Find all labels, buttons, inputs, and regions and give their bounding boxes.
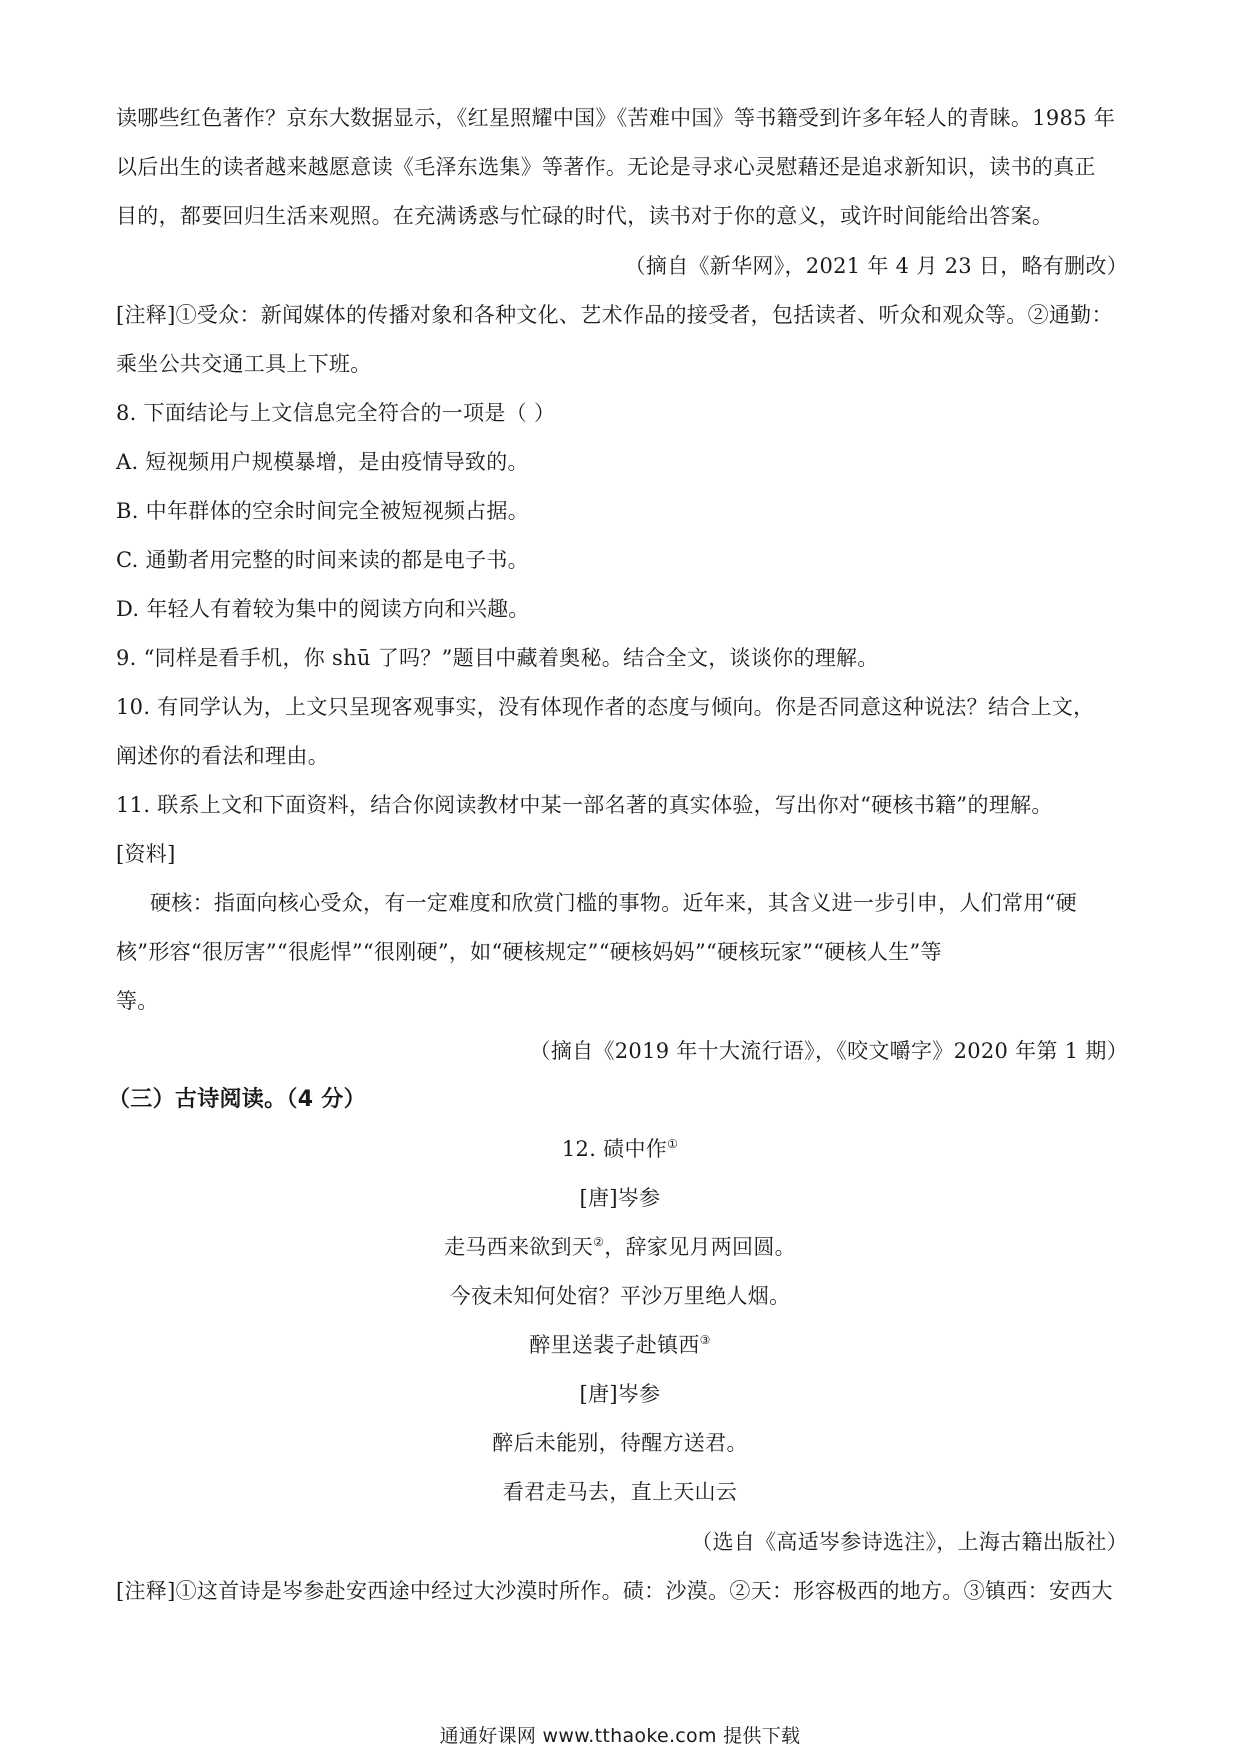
- question-8-option-b: B. 中年群体的空余时间完全被短视频占据。: [116, 499, 530, 523]
- question-8-option-a: A. 短视频用户规模暴增，是由疫情导致的。: [116, 450, 529, 474]
- material-text: 核”形容“很厉害”“很彪悍”“很刚硬”，如“硬核规定”“硬核妈妈”“硬核玩家”“硬核人生”等: [116, 940, 942, 964]
- poem-title: 12. 碛中作①: [561, 1137, 679, 1161]
- question-8: 8. 下面结论与上文信息完全符合的一项是（ ）: [116, 401, 556, 425]
- material-text: 硬核：指面向核心受众，有一定难度和欣赏门槛的事物。近年来，其含义进一步引申，人们常用“硬: [150, 891, 1077, 915]
- passage-note: [注释]①受众：新闻媒体的传播对象和各种文化、艺术作品的接受者，包括读者、听众和观众等。②通勤：: [116, 303, 1113, 327]
- poem-note: [注释]①这首诗是岑参赴安西途中经过大沙漠时所作。碛：沙漠。②天：形容极西的地方。③镇西：安西大: [116, 1579, 1113, 1603]
- poem-author: [唐]岑参: [579, 1382, 661, 1406]
- footnote-mark: ③: [699, 1333, 711, 1347]
- poem-line: 看君走马去，直上天山云: [502, 1480, 738, 1504]
- poem-line: 醉后未能别，待醒方送君。: [492, 1431, 748, 1455]
- page-footer: 通通好课网 www.tthaoke.com 提供下载: [439, 1725, 801, 1747]
- question-8-option-d: D. 年轻人有着较为集中的阅读方向和兴趣。: [116, 597, 530, 621]
- passage-line: 以后出生的读者越来越愿意读《毛泽东选集》等著作。无论是寻求心灵慰藉还是追求新知识，读书的真正: [116, 155, 1096, 179]
- material-source: （摘自《2019 年十大流行语》，《咬文嚼字》2020 年第 1 期）: [529, 1039, 1128, 1063]
- poem-line: 今夜未知何处宿？平沙万里绝人烟。: [449, 1284, 791, 1308]
- poem-source: （选自《高适岑参诗选注》，上海古籍出版社）: [691, 1530, 1128, 1554]
- question-11: 11. 联系上文和下面资料，结合你阅读教材中某一部名著的真实体验，写出你对“硬核书籍”的理解。: [116, 793, 1053, 817]
- poem-title: 醉里送裴子赴镇西③: [529, 1333, 711, 1357]
- passage-note: 乘坐公共交通工具上下班。: [116, 352, 372, 376]
- poem-author: [唐]岑参: [579, 1186, 661, 1210]
- footnote-mark: ②: [593, 1235, 605, 1249]
- question-9: 9. “同样是看手机，你 shū 了吗？”题目中藏着奥秘。结合全文，谈谈你的理解。: [116, 646, 879, 670]
- section-heading: （三）古诗阅读。（4 分）: [108, 1087, 366, 1112]
- question-10: 10. 有同学认为，上文只呈现客观事实，没有体现作者的态度与倾向。你是否同意这种说法？结合上文，: [116, 695, 1095, 719]
- passage-line: 目的，都要回归生活来观照。在充满诱惑与忙碌的时代，读书对于你的意义，或许时间能给出答案。: [116, 204, 1054, 228]
- material-text: 等。: [116, 989, 159, 1013]
- passage-line: 读哪些红色著作？京东大数据显示，《红星照耀中国》《苦难中国》等书籍受到许多年轻人的青睐。1985 年: [116, 106, 1116, 130]
- footnote-mark: ①: [667, 1137, 679, 1151]
- poem-line: 走马西来欲到天②，辞家见月两回圆。: [444, 1235, 796, 1259]
- material-label: [资料]: [116, 842, 176, 866]
- question-10: 阐述你的看法和理由。: [116, 744, 329, 768]
- question-8-option-c: C. 通勤者用完整的时间来读的都是电子书。: [116, 548, 529, 572]
- passage-source: （摘自《新华网》，2021 年 4 月 23 日，略有删改）: [624, 254, 1128, 278]
